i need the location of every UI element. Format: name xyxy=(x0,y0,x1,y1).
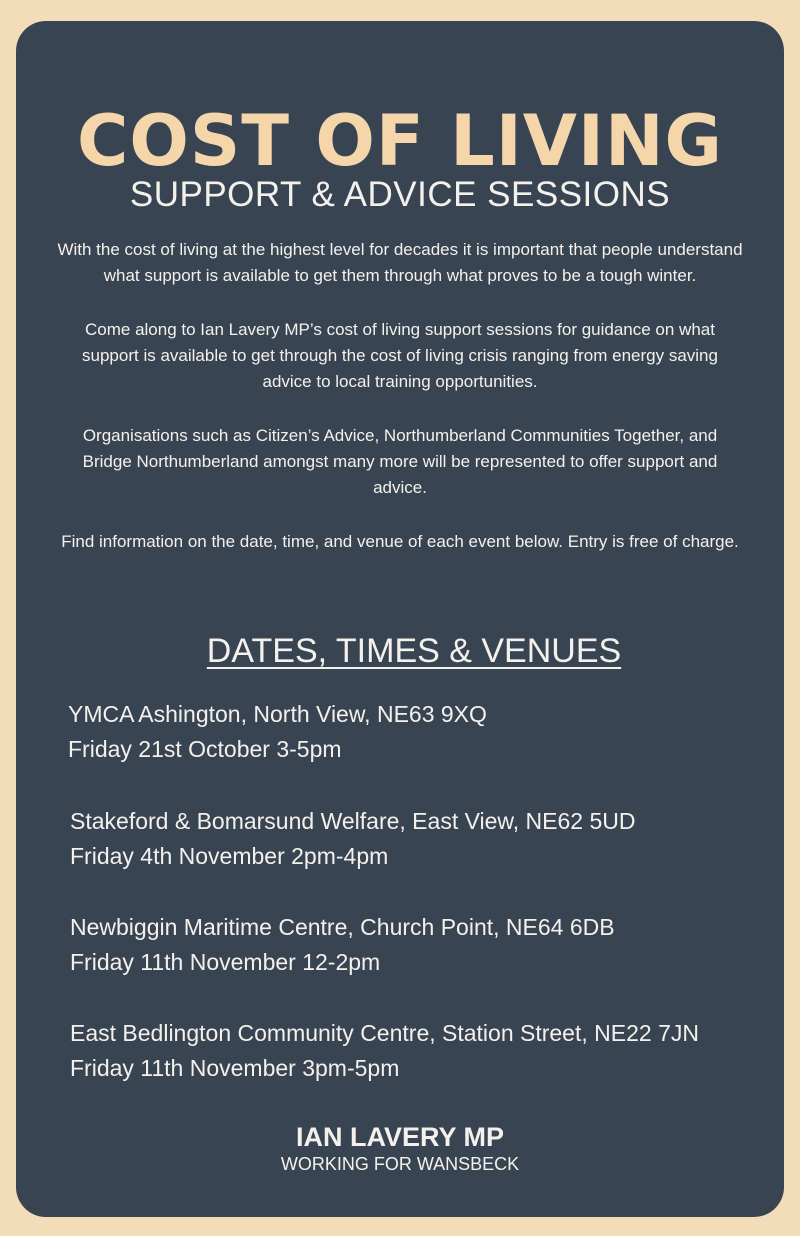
events-list xyxy=(68,697,768,1086)
event-datetime: Friday 11th November 12-2pm xyxy=(70,949,381,975)
event-venue: YMCA Ashington, North View, NE63 9XQ xyxy=(68,701,487,727)
mp-tagline: WORKING FOR WANSBECK xyxy=(280,1154,520,1174)
poster-subtitle: SUPPORT & ADVICE SESSIONS xyxy=(129,175,671,214)
intro-text xyxy=(56,237,744,583)
event-item xyxy=(70,1016,768,1086)
event-item xyxy=(70,804,768,874)
event-venue: Stakeford & Bomarsund Welfare, East View, NE62 5UD xyxy=(70,808,636,834)
mp-name: IAN LAVERY MP xyxy=(295,1122,505,1152)
event-datetime: Friday 4th November 2pm-4pm xyxy=(70,843,389,869)
event-item xyxy=(70,910,768,980)
footer xyxy=(16,1121,784,1175)
intro-paragraph: Find information on the date, time, and venue of each event below. Entry is free of charge. xyxy=(61,532,739,551)
event-datetime: Friday 21st October 3-5pm xyxy=(68,736,342,762)
dates-heading: DATES, TIMES & VENUES xyxy=(206,632,622,670)
poster-title: COST OF LIVING xyxy=(76,100,724,182)
intro-paragraph: Organisations such as Citizen’s Advice, Northumberland Communities Together, and Bridge Northumberland amongst many more will be represented to offer support and advice. xyxy=(82,426,718,497)
intro-paragraph: With the cost of living at the highest level for decades it is important that people understand what support is available to get them through what proves to be a tough winter. xyxy=(57,240,743,285)
event-venue: East Bedlington Community Centre, Station Street, NE22 7JN xyxy=(70,1020,699,1046)
poster-panel xyxy=(16,21,784,1217)
intro-paragraph: Come along to Ian Lavery MP’s cost of living support sessions for guidance on what support is available to get through the cost of living crisis ranging from energy saving advice to local training opportunities. xyxy=(82,320,718,391)
event-venue: Newbiggin Maritime Centre, Church Point, NE64 6DB xyxy=(70,914,615,940)
event-datetime: Friday 11th November 3pm-5pm xyxy=(70,1055,400,1081)
event-item xyxy=(68,697,768,767)
